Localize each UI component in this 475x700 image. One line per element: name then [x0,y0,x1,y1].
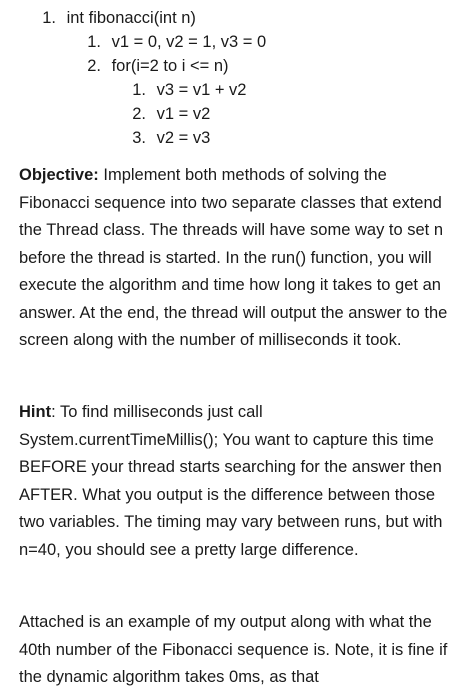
outline-text: v3 = v1 + v2 [156,81,247,99]
outline-text: v1 = 0, v2 = 1, v3 = 0 [111,33,267,51]
hint-label: Hint [19,403,52,421]
outline-item-1-2-2 [124,104,210,124]
objective-label: Objective: [19,166,99,184]
outline-number: 2. [87,57,101,75]
outline-text: int fibonacci(int n) [66,9,196,27]
hint-paragraph [19,399,459,564]
attached-paragraph [19,609,459,692]
outline-text: v2 = v3 [156,129,211,147]
outline-item-1-1 [79,32,266,52]
outline-text: v1 = v2 [156,105,211,123]
outline-number: 1. [132,81,146,99]
outline-item-1-2-3 [124,128,210,148]
outline-text: for(i=2 to i <= n) [111,57,229,75]
outline-item-1 [34,8,196,28]
hint-text: : To find milliseconds just call System.currentTimeMillis(); You want to capture this time BEFORE your thread starts searching for the answer then AFTER. What you output is the difference between those two variables. The timing may vary between runs, but with n=40, you should see a pretty large difference. [19,403,443,559]
objective-text: Implement both methods of solving the Fibonacci sequence into two separate classes that extend the Thread class. The threads will have some way to set n before the thread is started. In the run() function, you will execute the algorithm and time how long it takes to get an answer. At the end, the thread will output the answer to the screen along with the number of milliseconds it took. [19,166,448,349]
attached-text: Attached is an example of my output along with what the 40th number of the Fibonacci sequence is. Note, it is fine if the dynamic algorithm takes 0ms, as that [19,613,448,686]
objective-paragraph [19,162,459,355]
outline-number: 3. [132,129,146,147]
outline-item-1-2-1 [124,80,246,100]
outline-number: 1. [87,33,101,51]
outline-item-1-2 [79,56,229,76]
outline-number: 1. [42,9,56,27]
outline-number: 2. [132,105,146,123]
